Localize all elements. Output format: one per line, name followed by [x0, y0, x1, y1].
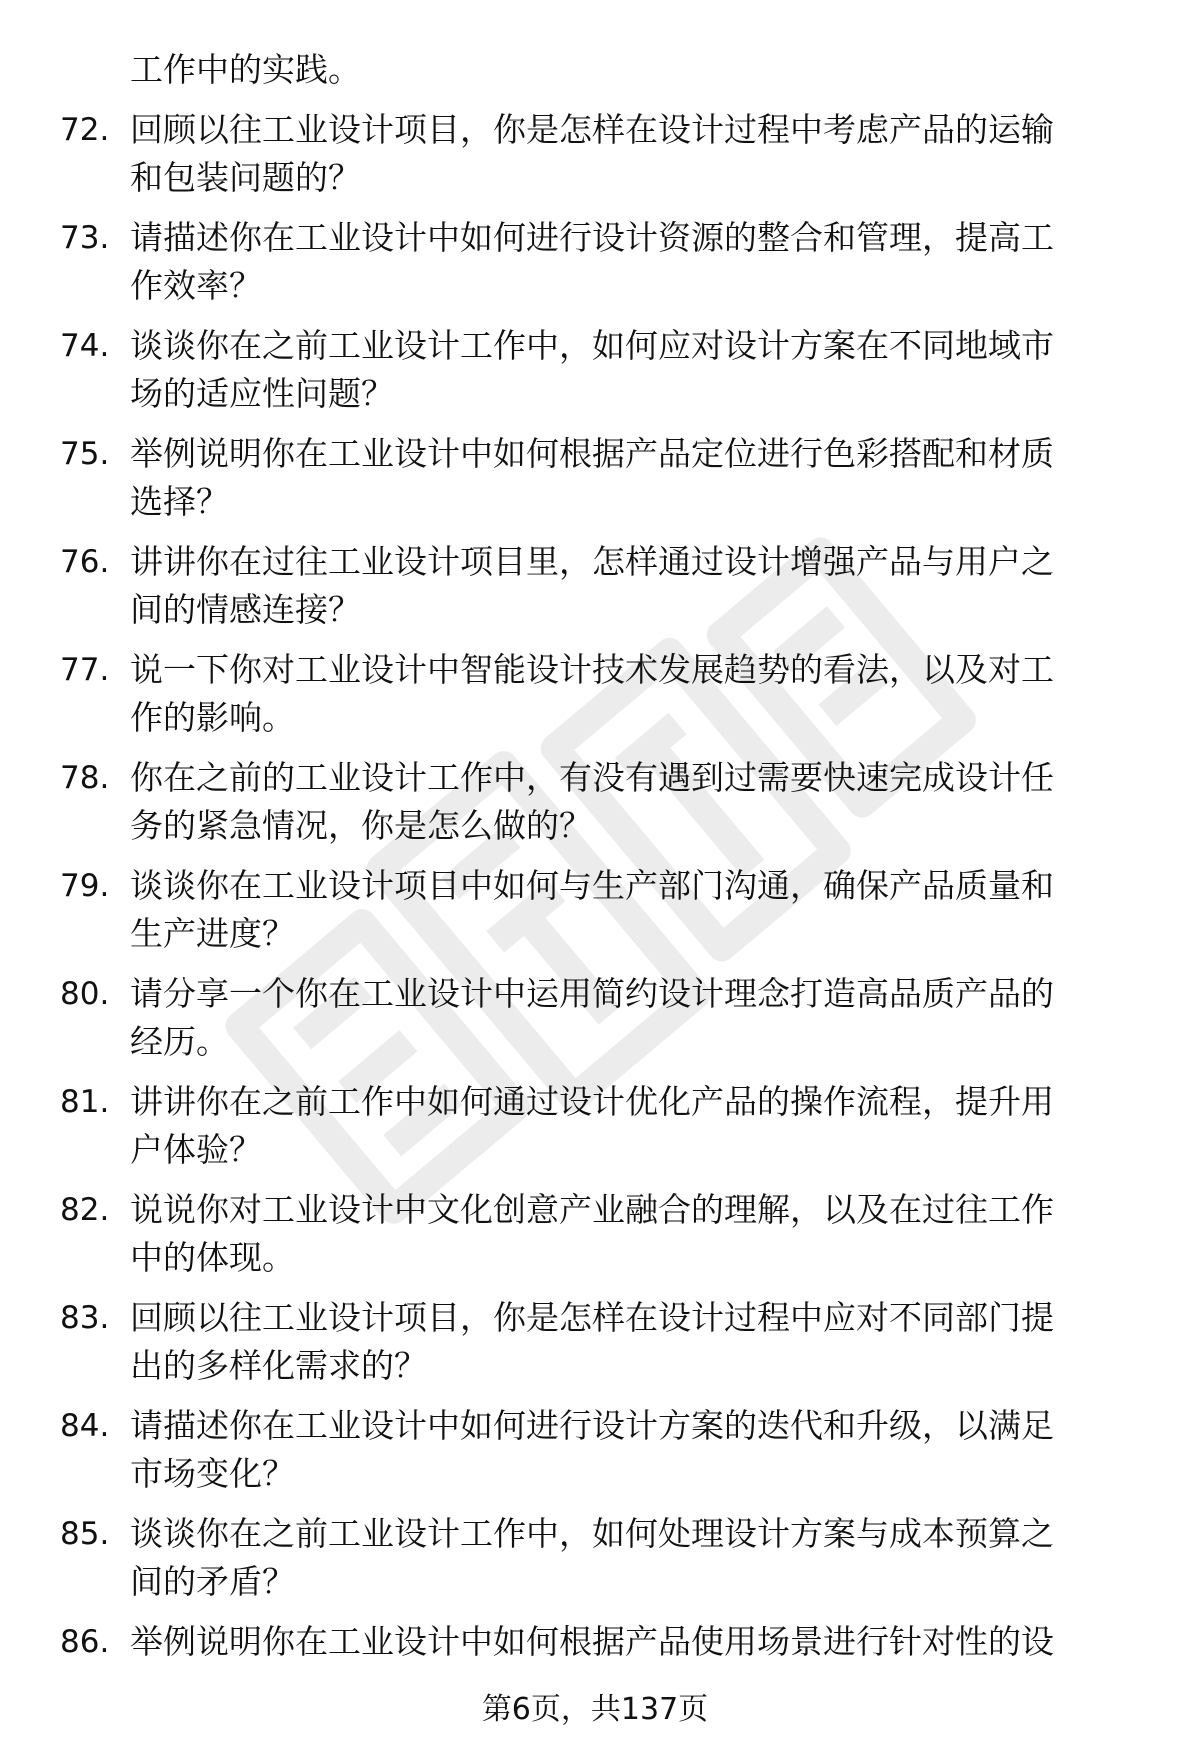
question-text [130, 1186, 1160, 1282]
question-item [60, 430, 1160, 538]
question-text-line: 谈谈你在之前工业设计工作中，如何处理设计方案与成本预算之 [130, 1514, 1054, 1553]
question-number: 76. [60, 544, 110, 580]
question-text-line: 举例说明你在工业设计中如何根据产品定位进行色彩搭配和材质 [130, 434, 1054, 473]
question-text-line: 户体验？ [130, 1130, 262, 1169]
question-text [130, 1294, 1160, 1390]
question-text [130, 646, 1160, 742]
question-text-line: 出的多样化需求的？ [130, 1346, 427, 1385]
question-number: 77. [60, 652, 110, 688]
question-text [130, 430, 1160, 526]
question-item [60, 1402, 1160, 1510]
question-text-line: 作的影响。 [130, 698, 295, 737]
question-item [60, 862, 1160, 970]
question-item [60, 1186, 1160, 1294]
question-number: 72. [60, 112, 110, 148]
question-text-line: 说一下你对工业设计中智能设计技术发展趋势的看法，以及对工 [130, 650, 1054, 689]
question-item [60, 106, 1160, 214]
continuation-text: 工作中的实践。 [130, 50, 361, 89]
question-text-line: 选择？ [130, 482, 229, 521]
question-text-line: 作效率？ [130, 266, 262, 305]
question-text [130, 754, 1160, 850]
question-number: 75. [60, 436, 110, 472]
question-list [60, 106, 1160, 1726]
question-text [130, 1510, 1160, 1606]
question-item [60, 754, 1160, 862]
question-text-line: 请描述你在工业设计中如何进行设计方案的迭代和升级，以满足 [130, 1406, 1054, 1445]
question-text-line: 请分享一个你在工业设计中运用简约设计理念打造高品质产品的 [130, 974, 1054, 1013]
question-item [60, 1294, 1160, 1402]
question-text [130, 322, 1160, 418]
question-item [60, 538, 1160, 646]
question-text-line: 回顾以往工业设计项目，你是怎样在设计过程中考虑产品的运输 [130, 110, 1054, 149]
question-number: 81. [60, 1084, 110, 1120]
question-text-line: 你在之前的工业设计工作中，有没有遇到过需要快速完成设计任 [130, 758, 1054, 797]
question-number: 73. [60, 220, 110, 256]
question-text-line: 市场变化？ [130, 1454, 295, 1493]
question-number: 85. [60, 1516, 110, 1552]
page-footer: 第6页，共137页 [481, 1692, 709, 1727]
question-text-line: 和包装问题的？ [130, 158, 361, 197]
question-text [130, 1078, 1160, 1174]
question-number: 83. [60, 1300, 110, 1336]
question-text-line: 场的适应性问题？ [130, 374, 394, 413]
question-number: 80. [60, 976, 110, 1012]
question-item [60, 322, 1160, 430]
question-text-line: 谈谈你在之前工业设计工作中，如何应对设计方案在不同地域市 [130, 326, 1054, 365]
question-item [60, 646, 1160, 754]
question-number: 82. [60, 1192, 110, 1228]
question-text-line: 回顾以往工业设计项目，你是怎样在设计过程中应对不同部门提 [130, 1298, 1054, 1337]
question-text [130, 862, 1160, 958]
question-text-line: 谈谈你在工业设计项目中如何与生产部门沟通，确保产品质量和 [130, 866, 1054, 905]
question-text-line: 间的情感连接？ [130, 590, 361, 629]
question-number: 78. [60, 760, 110, 796]
question-item [60, 1510, 1160, 1618]
question-text [130, 106, 1160, 202]
question-text-line: 说说你对工业设计中文化创意产业融合的理解，以及在过往工作 [130, 1190, 1054, 1229]
question-text [130, 538, 1160, 634]
question-item [60, 214, 1160, 322]
question-text [130, 214, 1160, 310]
question-text-line: 讲讲你在之前工作中如何通过设计优化产品的操作流程，提升用 [130, 1082, 1054, 1121]
question-text-line: 举例说明你在工业设计中如何根据产品使用场景进行针对性的设 [130, 1622, 1054, 1661]
question-text-line: 间的矛盾？ [130, 1562, 295, 1601]
question-text [130, 1618, 1160, 1666]
question-text-line: 讲讲你在过往工业设计项目里，怎样通过设计增强产品与用户之 [130, 542, 1054, 581]
question-text-line: 请描述你在工业设计中如何进行设计资源的整合和管理，提高工 [130, 218, 1054, 257]
question-text-line: 中的体现。 [130, 1238, 295, 1277]
question-number: 86. [60, 1624, 110, 1660]
question-number: 79. [60, 868, 110, 904]
question-item [60, 970, 1160, 1078]
question-number: 84. [60, 1408, 110, 1444]
question-text [130, 1402, 1160, 1498]
question-number: 74. [60, 328, 110, 364]
question-item [60, 1078, 1160, 1186]
question-text [130, 970, 1160, 1066]
question-text-line: 务的紧急情况，你是怎么做的？ [130, 806, 592, 845]
question-text-line: 生产进度？ [130, 914, 295, 953]
question-text-line: 经历。 [130, 1022, 229, 1061]
